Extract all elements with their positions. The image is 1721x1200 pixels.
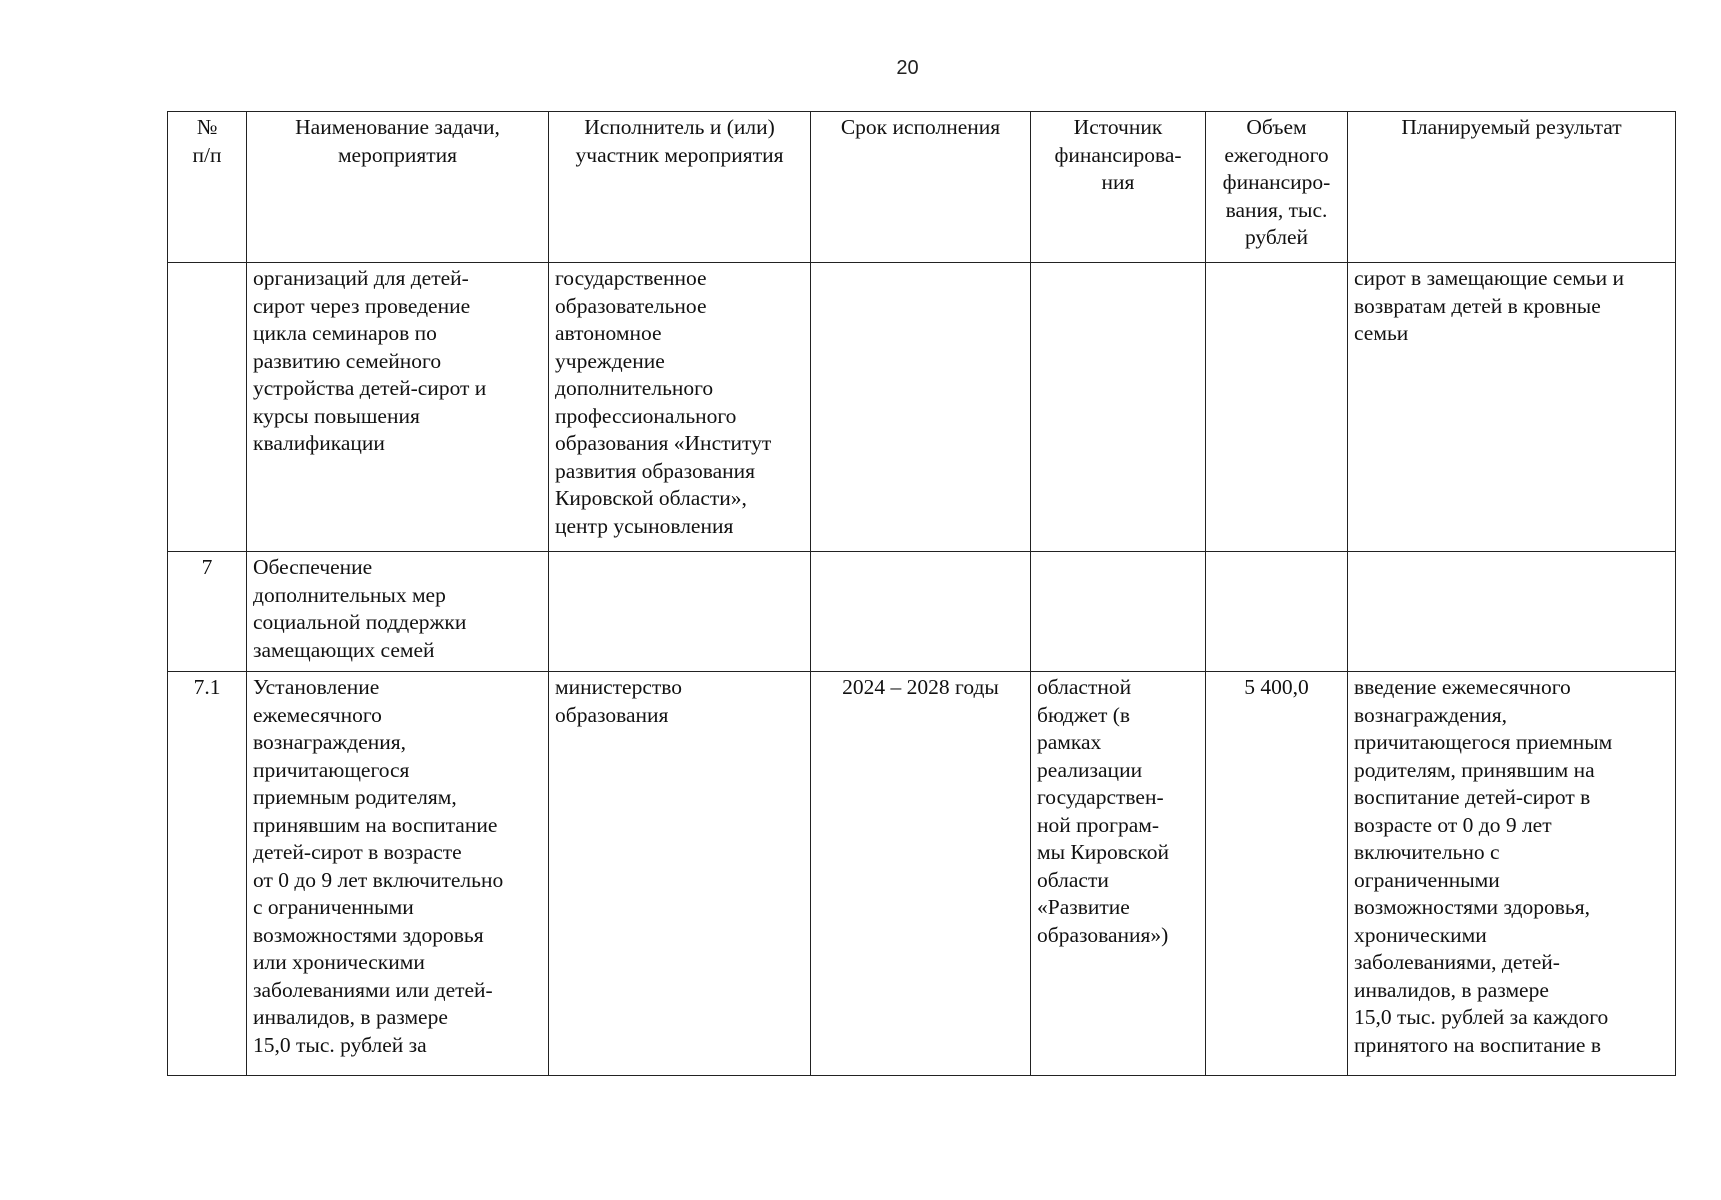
cell-volume: 5 400,0 [1206,672,1348,1076]
cell-result [1348,552,1676,672]
cell-volume [1206,552,1348,672]
page-number: 20 [896,57,919,79]
cell-executor: государственное образовательное автономное учреждение дополнительного профессионального образования «Институт развития образования Кировской области», центр усыновления [549,263,811,552]
cell-name: Обеспечение дополнительных мер социальной поддержки замещающих семей [247,552,549,672]
cell-num: 7.1 [168,672,247,1076]
header-result: Планируемый результат [1348,112,1676,263]
table-row [168,672,1676,1076]
cell-name: Установление ежемесячного вознаграждения, причитающегося приемным родителям, принявшим на воспитание детей-сирот в возрасте от 0 до 9 лет включительно с ограниченными возможностями здоровья или хроническими заболеваниями или детей- инвалидов, в размере 15,0 тыс. рублей за [247,672,549,1076]
table-row [168,263,1676,552]
cell-source: областной бюджет (в рамках реализации государствен- ной програм- мы Кировской области «Развитие образования») [1031,672,1206,1076]
header-volume: Объем ежегодного финансиро- вания, тыс. рублей [1206,112,1348,263]
header-source: Источник финансирова- ния [1031,112,1206,263]
table-header-row [168,112,1676,263]
header-num: № п/п [168,112,247,263]
cell-num: 7 [168,552,247,672]
cell-executor: министерство образования [549,672,811,1076]
cell-source [1031,552,1206,672]
cell-volume [1206,263,1348,552]
header-executor: Исполнитель и (или) участник мероприятия [549,112,811,263]
cell-num [168,263,247,552]
cell-term: 2024 – 2028 годы [811,672,1031,1076]
table-row [168,552,1676,672]
plan-table [167,111,1676,1076]
cell-executor [549,552,811,672]
cell-term [811,263,1031,552]
cell-result: сирот в замещающие семьи и возвратам детей в кровные семьи [1348,263,1676,552]
cell-name: организаций для детей- сирот через проведение цикла семинаров по развитию семейного устройства детей-сирот и курсы повышения квалификации [247,263,549,552]
cell-term [811,552,1031,672]
header-name: Наименование задачи, мероприятия [247,112,549,263]
cell-result: введение ежемесячного вознаграждения, причитающегося приемным родителям, принявшим на воспитание детей-сирот в возрасте от 0 до 9 лет включительно с ограниченными возможностями здоровья, хроническими заболеваниями, детей- инвалидов, в размере 15,0 тыс. рублей за каждого принятого на воспитание в [1348,672,1676,1076]
cell-source [1031,263,1206,552]
header-term: Срок исполнения [811,112,1031,263]
